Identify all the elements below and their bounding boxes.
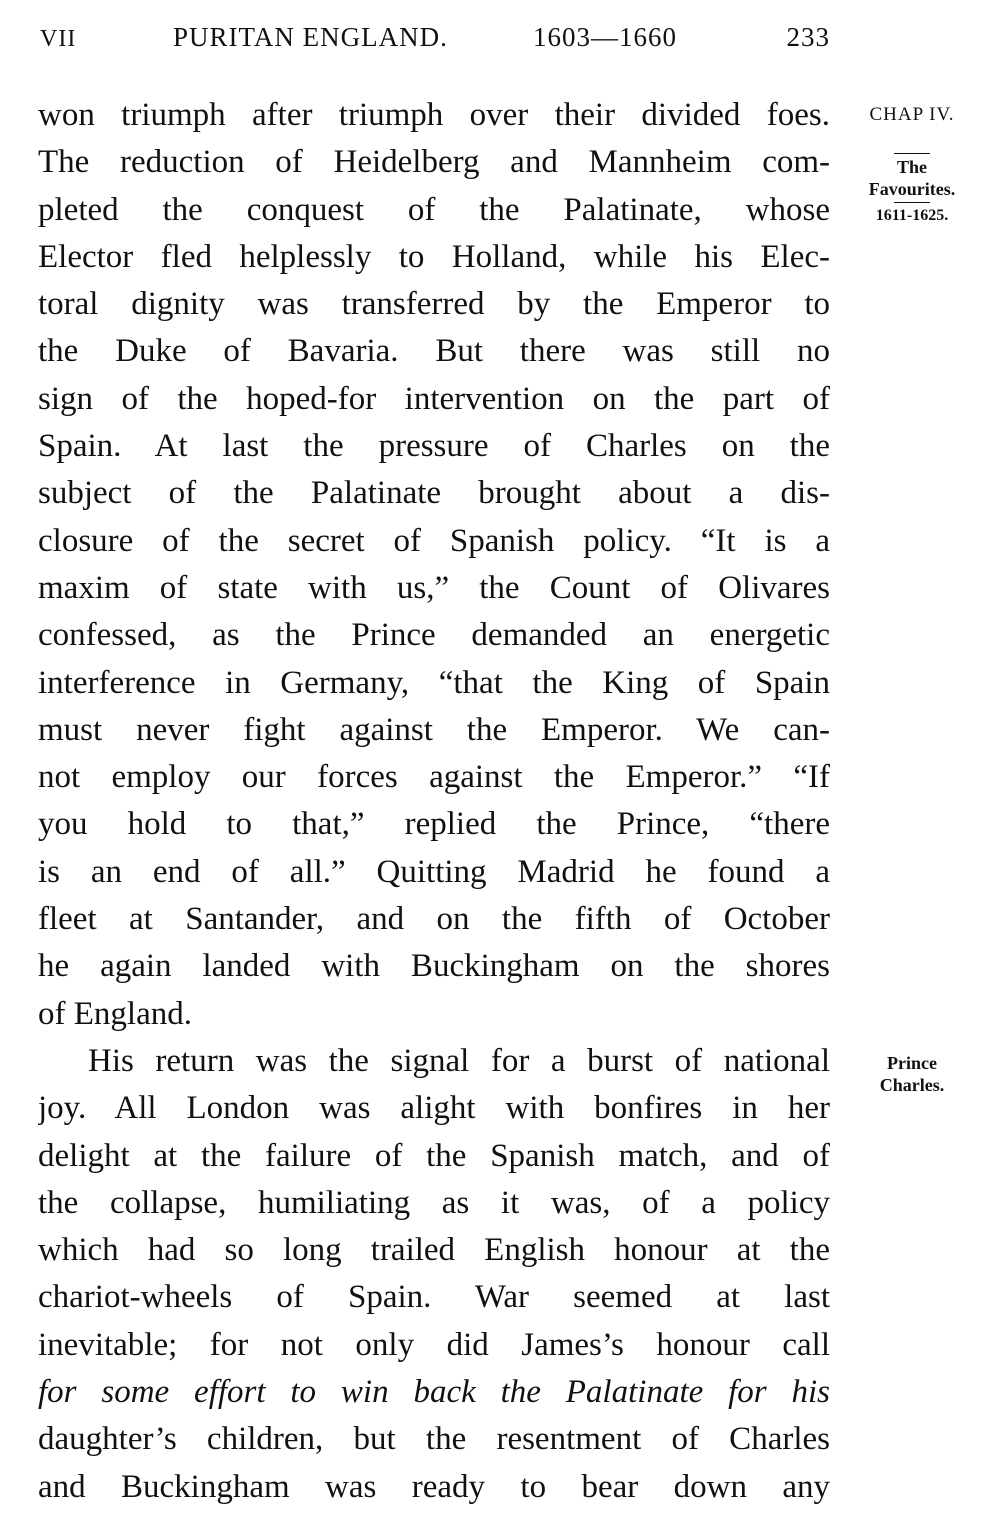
text-line: delight at the failure of the Spanish match, and of <box>38 1137 830 1174</box>
text-line: His return was the signal for a burst of national <box>88 1042 830 1079</box>
text-line: maxim of state with us,” the Count of Olivares <box>38 569 830 606</box>
date-range: 1603—1660 <box>533 22 677 52</box>
body-text <box>38 92 830 1511</box>
text-line: Spain. At last the pressure of Charles on the <box>38 428 830 465</box>
text-line: joy. All London was alight with bonfires in her <box>38 1090 830 1127</box>
section-title: The Favourites. <box>868 157 956 199</box>
text-line: inevitable; for not only did James’s honour call <box>38 1326 830 1363</box>
running-title: PURITAN ENGLAND. <box>173 22 448 52</box>
text-line: toral dignity was transferred by the Emperor to <box>38 286 830 323</box>
text-line: you hold to that,” replied the Prince, “there <box>38 806 830 843</box>
page-number: 233 <box>786 22 830 52</box>
text-line: which had so long trailed English honour at the <box>38 1232 830 1269</box>
margin-note-chapter <box>842 104 982 126</box>
divider-rule <box>894 202 930 203</box>
section-years: 1611-1625. <box>875 207 949 224</box>
margin-note-prince-charles <box>842 1052 982 1096</box>
text-line: chariot-wheels of Spain. War seemed at last <box>38 1279 830 1316</box>
chapter-reference: CHAP IV. <box>869 104 955 125</box>
text-line: subject of the Palatinate brought about a dis- <box>38 475 830 512</box>
text-line: sign of the hoped-for intervention on the part of <box>38 380 830 417</box>
text-line: confessed, as the Prince demanded an energetic <box>38 617 830 654</box>
chapter-numeral: VII <box>40 26 77 52</box>
text-line: fleet at Santander, and on the fifth of October <box>38 901 830 938</box>
running-header <box>40 22 830 62</box>
text-line: he again landed with Buckingham on the shores <box>38 948 830 985</box>
text-line: Elector fled helplessly to Holland, while his Elec- <box>38 238 830 275</box>
text-line: The reduction of Heidelberg and Mannheim com- <box>38 144 830 181</box>
text-line: is an end of all.” Quitting Madrid he found a <box>38 853 830 890</box>
text-line: won triumph after triumph over their divided foes. <box>38 97 830 133</box>
text-line: for some effort to win back the Palatinate for his <box>38 1374 830 1411</box>
text-line: and Buckingham was ready to bear down any <box>38 1468 830 1505</box>
text-line: not employ our forces against the Emperor.” “If <box>38 759 830 796</box>
sidenote-prince-charles: Prince Charles. <box>879 1053 945 1095</box>
text-line: daughter’s children, but the resentment of Charles <box>38 1421 830 1458</box>
text-line: the Duke of Bavaria. But there was still no <box>38 333 830 370</box>
text-line: interference in Germany, “that the King of Spain <box>38 664 830 701</box>
divider-rule <box>894 153 930 154</box>
text-line: the collapse, humiliating as it was, of a policy <box>38 1184 830 1221</box>
text-line: pleted the conquest of the Palatinate, whose <box>38 191 830 228</box>
text-line: of England. <box>38 995 192 1032</box>
text-line: must never fight against the Emperor. We can- <box>38 711 830 748</box>
margin-note-section <box>842 151 982 227</box>
text-line: closure of the secret of Spanish policy. “It is a <box>38 522 830 559</box>
